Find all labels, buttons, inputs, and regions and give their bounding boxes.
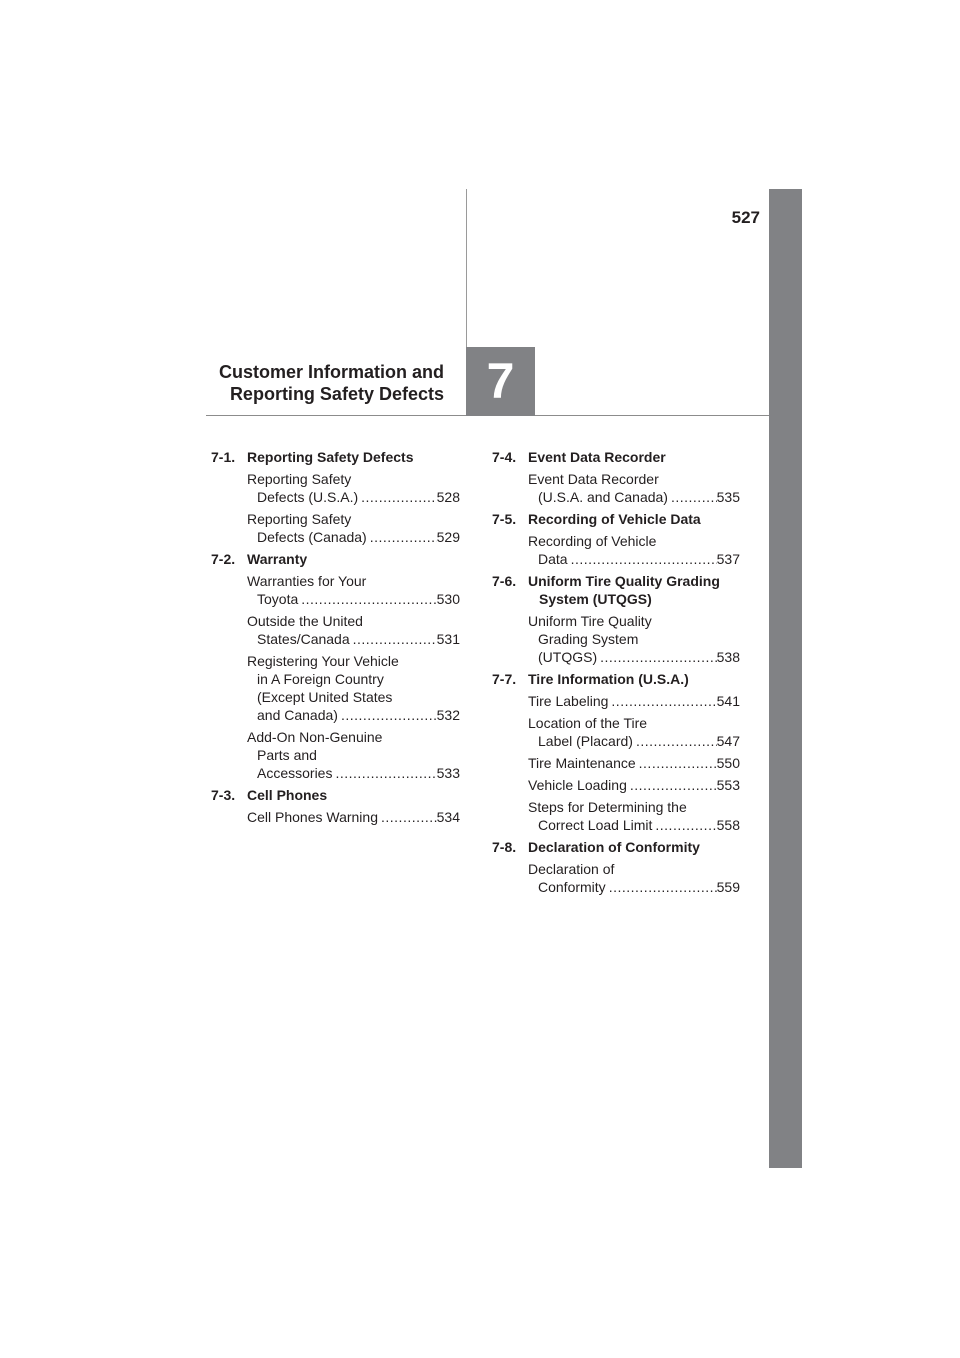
entry-text-line: in A Foreign Country	[257, 671, 384, 687]
dot-leader	[636, 754, 717, 772]
entry-page-number: 535	[716, 489, 740, 505]
entry-page-number: 558	[716, 817, 740, 833]
entry-page-number: 541	[716, 693, 740, 709]
toc-section	[211, 448, 460, 546]
toc-entry[interactable]	[247, 612, 460, 648]
section-heading[interactable]	[492, 510, 740, 528]
entry-page-number: 553	[716, 777, 740, 793]
chapter-title-line-2: Reporting Safety Defects	[229, 384, 444, 404]
entry-text-line: Add-On Non-Genuine	[247, 729, 383, 745]
entry-page-line	[247, 630, 460, 648]
entry-text-line: Tire Maintenance	[528, 755, 636, 771]
entry-text-line: (UTQGS)	[538, 649, 598, 665]
entry-page-line	[247, 706, 460, 724]
dot-leader	[350, 630, 437, 648]
section-heading[interactable]	[492, 838, 740, 856]
toc-entry[interactable]	[247, 470, 460, 506]
toc-entry[interactable]	[528, 798, 740, 834]
toc-entry[interactable]	[528, 714, 740, 750]
toc-entry[interactable]	[528, 692, 740, 710]
entry-text-line: Vehicle Loading	[528, 777, 627, 793]
section-title: Tire Information (U.S.A.)	[528, 671, 689, 687]
entry-page-line	[247, 808, 460, 826]
toc-entry[interactable]	[247, 728, 460, 782]
entry-text-line: Uniform Tire Quality	[528, 613, 652, 629]
entry-text-line: Event Data Recorder	[528, 471, 659, 487]
chapter-number-box: 7	[466, 347, 535, 416]
section-title: Uniform Tire Quality Grading System (UTQGS)	[528, 573, 720, 607]
dot-leader	[338, 706, 437, 724]
toc-column-right	[492, 448, 740, 900]
toc-section	[492, 670, 740, 834]
page-number: 527	[731, 208, 760, 227]
entry-text-line: Location of the Tire	[528, 715, 648, 731]
entry-text-line: Data	[538, 551, 568, 567]
entry-page-number: 529	[436, 529, 460, 545]
entry-text-line: Warranties for Your	[247, 573, 367, 589]
entry-text-line: Conformity	[538, 879, 606, 895]
dot-leader	[652, 816, 716, 834]
toc-entry[interactable]	[528, 612, 740, 666]
section-heading[interactable]	[211, 448, 460, 466]
entry-page-line	[247, 764, 460, 782]
entry-page-line	[528, 776, 740, 794]
chapter-title-line-1: Customer Information and	[218, 362, 444, 382]
entry-text-line: States/Canada	[257, 631, 350, 647]
section-number: 7-6.	[492, 573, 517, 589]
entry-page-line	[247, 488, 460, 506]
toc-entry[interactable]	[247, 808, 460, 826]
section-title: Declaration of Conformity	[528, 839, 700, 855]
entry-page-number: 538	[716, 649, 740, 665]
toc-section	[492, 572, 740, 666]
dot-leader	[633, 732, 717, 750]
entry-page-number: 550	[716, 755, 740, 771]
entry-page-line	[528, 648, 740, 666]
section-number: 7-1.	[211, 449, 236, 465]
entry-text-line: Registering Your Vehicle	[247, 653, 399, 669]
dot-leader	[568, 550, 717, 568]
entry-page-line	[528, 692, 740, 710]
chapter-title	[180, 361, 444, 405]
dot-leader	[668, 488, 717, 506]
dot-leader	[378, 808, 437, 826]
dot-leader	[358, 488, 437, 506]
entry-page-number: 528	[436, 489, 460, 505]
entry-page-line	[528, 754, 740, 772]
toc-entry[interactable]	[528, 754, 740, 772]
entry-text-line: and Canada)	[257, 707, 338, 723]
chapter-side-tab	[769, 189, 802, 1168]
toc-section	[492, 838, 740, 896]
entry-text-line: Correct Load Limit	[538, 817, 653, 833]
section-number: 7-8.	[492, 839, 517, 855]
entry-page-number: 559	[716, 879, 740, 895]
entry-text-line: Parts and	[257, 747, 317, 763]
toc-entry[interactable]	[528, 776, 740, 794]
section-title: Warranty	[247, 551, 308, 567]
entry-page-number: 532	[436, 707, 460, 723]
section-heading[interactable]	[211, 550, 460, 568]
section-title: Reporting Safety Defects	[247, 449, 414, 465]
dot-leader	[332, 764, 436, 782]
toc-entry[interactable]	[528, 860, 740, 896]
toc-entry[interactable]	[247, 572, 460, 608]
section-heading[interactable]	[492, 670, 740, 688]
entry-text-line: Toyota	[257, 591, 299, 607]
entry-page-line	[247, 528, 460, 546]
entry-text-line: Grading System	[538, 631, 639, 647]
entry-page-number: 534	[436, 809, 460, 825]
entry-page-line	[528, 550, 740, 568]
entry-text-line: Defects (U.S.A.)	[257, 489, 359, 505]
section-title: Event Data Recorder	[528, 449, 666, 465]
toc-section	[211, 550, 460, 782]
entry-text-line: Tire Labeling	[528, 693, 609, 709]
entry-text-line: Reporting Safety	[247, 471, 352, 487]
toc-section	[211, 786, 460, 826]
section-number: 7-5.	[492, 511, 517, 527]
section-title: Recording of Vehicle Data	[528, 511, 701, 527]
entry-page-number: 531	[436, 631, 460, 647]
entry-text-line: Steps for Determining the	[528, 799, 687, 815]
section-number: 7-7.	[492, 671, 517, 687]
section-heading[interactable]	[492, 572, 740, 608]
dot-leader	[298, 590, 436, 608]
entry-page-line	[247, 590, 460, 608]
entry-text-line: (Except United States	[257, 689, 393, 705]
dot-leader	[367, 528, 437, 546]
toc-column-left	[211, 448, 460, 830]
entry-page-line	[528, 878, 740, 896]
toc-entry[interactable]	[528, 470, 740, 506]
dot-leader	[597, 648, 717, 666]
entry-page-line	[528, 488, 740, 506]
section-number: 7-3.	[211, 787, 236, 803]
dot-leader	[608, 692, 716, 710]
entry-text-line: Declaration of	[528, 861, 615, 877]
dot-leader	[627, 776, 717, 794]
entry-page-number: 547	[716, 733, 740, 749]
section-number: 7-2.	[211, 551, 236, 567]
entry-text-line: (U.S.A. and Canada)	[538, 489, 668, 505]
toc-entry[interactable]	[247, 652, 460, 724]
section-title: Cell Phones	[247, 787, 328, 803]
toc-entry[interactable]	[247, 510, 460, 546]
entry-text-line: Recording of Vehicle	[528, 533, 657, 549]
section-heading[interactable]	[211, 786, 460, 804]
dot-leader	[606, 878, 717, 896]
entry-page-number: 530	[436, 591, 460, 607]
section-heading[interactable]	[492, 448, 740, 466]
toc-entry[interactable]	[528, 532, 740, 568]
entry-page-line	[528, 816, 740, 834]
toc-section	[492, 510, 740, 568]
entry-text-line: Reporting Safety	[247, 511, 352, 527]
entry-text-line: Cell Phones Warning	[247, 809, 378, 825]
entry-page-number: 537	[716, 551, 740, 567]
section-number: 7-4.	[492, 449, 517, 465]
entry-text-line: Outside the United	[247, 613, 363, 629]
toc-section	[492, 448, 740, 506]
entry-text-line: Label (Placard)	[538, 733, 633, 749]
entry-text-line: Accessories	[257, 765, 333, 781]
entry-page-number: 533	[436, 765, 460, 781]
entry-text-line: Defects (Canada)	[257, 529, 367, 545]
entry-page-line	[528, 732, 740, 750]
